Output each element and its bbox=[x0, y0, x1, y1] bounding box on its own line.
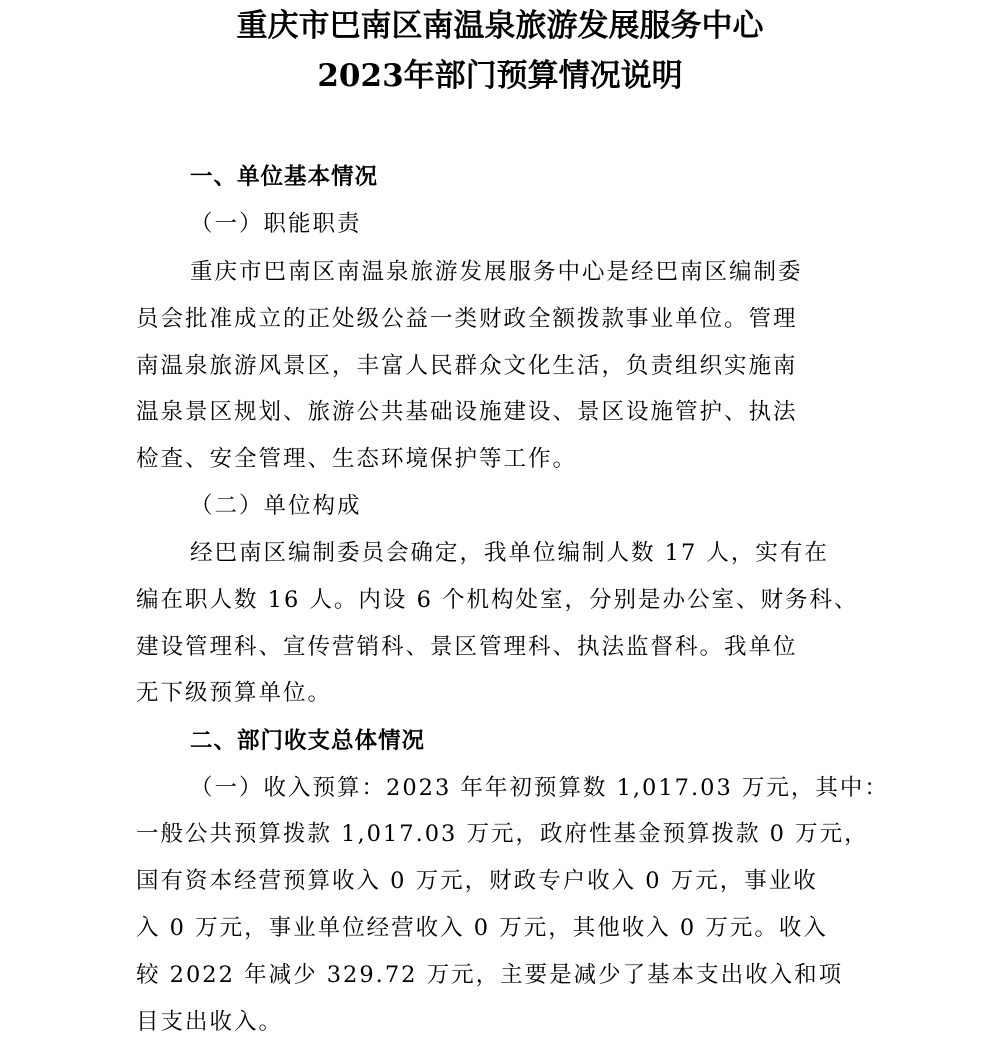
paragraph-line: 员会批准成立的正处级公益一类财政全额拨款事业单位。管理 bbox=[136, 306, 798, 332]
paragraph-line: 检查、安全管理、生态环境保护等工作。 bbox=[136, 446, 578, 472]
section-heading-revenue-expenditure: 二、部门收支总体情况 bbox=[190, 728, 426, 754]
paragraph-line: 无下级预算单位。 bbox=[136, 680, 333, 706]
paragraph-line: 一般公共预算拨款 1,017.03 万元，政府性基金预算拨款 0 万元， bbox=[136, 821, 869, 847]
paragraph-line: 温泉景区规划、旅游公共基础设施建设、景区设施管护、执法 bbox=[136, 399, 798, 425]
paragraph-line: 目支出收入。 bbox=[136, 1009, 284, 1035]
paragraph-line: 入 0 万元，事业单位经营收入 0 万元，其他收入 0 万元。收入 bbox=[136, 915, 828, 941]
paragraph-line: 重庆市巴南区南温泉旅游发展服务中心是经巴南区编制委 bbox=[190, 259, 803, 285]
document-title-line-1: 重庆市巴南区南温泉旅游发展服务中心 bbox=[236, 8, 764, 44]
paragraph-line: （一）收入预算：2023 年年初预算数 1,017.03 万元，其中： bbox=[190, 775, 889, 801]
document-title-line-2: 2023年部门预算情况说明 bbox=[317, 58, 683, 94]
paragraph-line: 较 2022 年减少 329.72 万元，主要是减少了基本支出收入和项 bbox=[136, 962, 844, 988]
subsection-heading-composition: （二）单位构成 bbox=[190, 493, 362, 519]
paragraph-line: 国有资本经营预算收入 0 万元，财政专户收入 0 万元，事业收 bbox=[136, 868, 818, 894]
section-heading-basic-info: 一、单位基本情况 bbox=[190, 164, 379, 190]
paragraph-line: 经巴南区编制委员会确定，我单位编制人数 17 人，实有在 bbox=[190, 540, 829, 566]
paragraph-line: 建设管理科、宣传营销科、景区管理科、执法监督科。我单位 bbox=[136, 634, 798, 660]
paragraph-line: 编在职人数 16 人。内设 6 个机构处室，分别是办公室、财务科、 bbox=[136, 587, 859, 613]
paragraph-line: 南温泉旅游风景区，丰富人民群众文化生活，负责组织实施南 bbox=[136, 353, 798, 379]
subsection-heading-functions: （一）职能职责 bbox=[190, 211, 362, 237]
